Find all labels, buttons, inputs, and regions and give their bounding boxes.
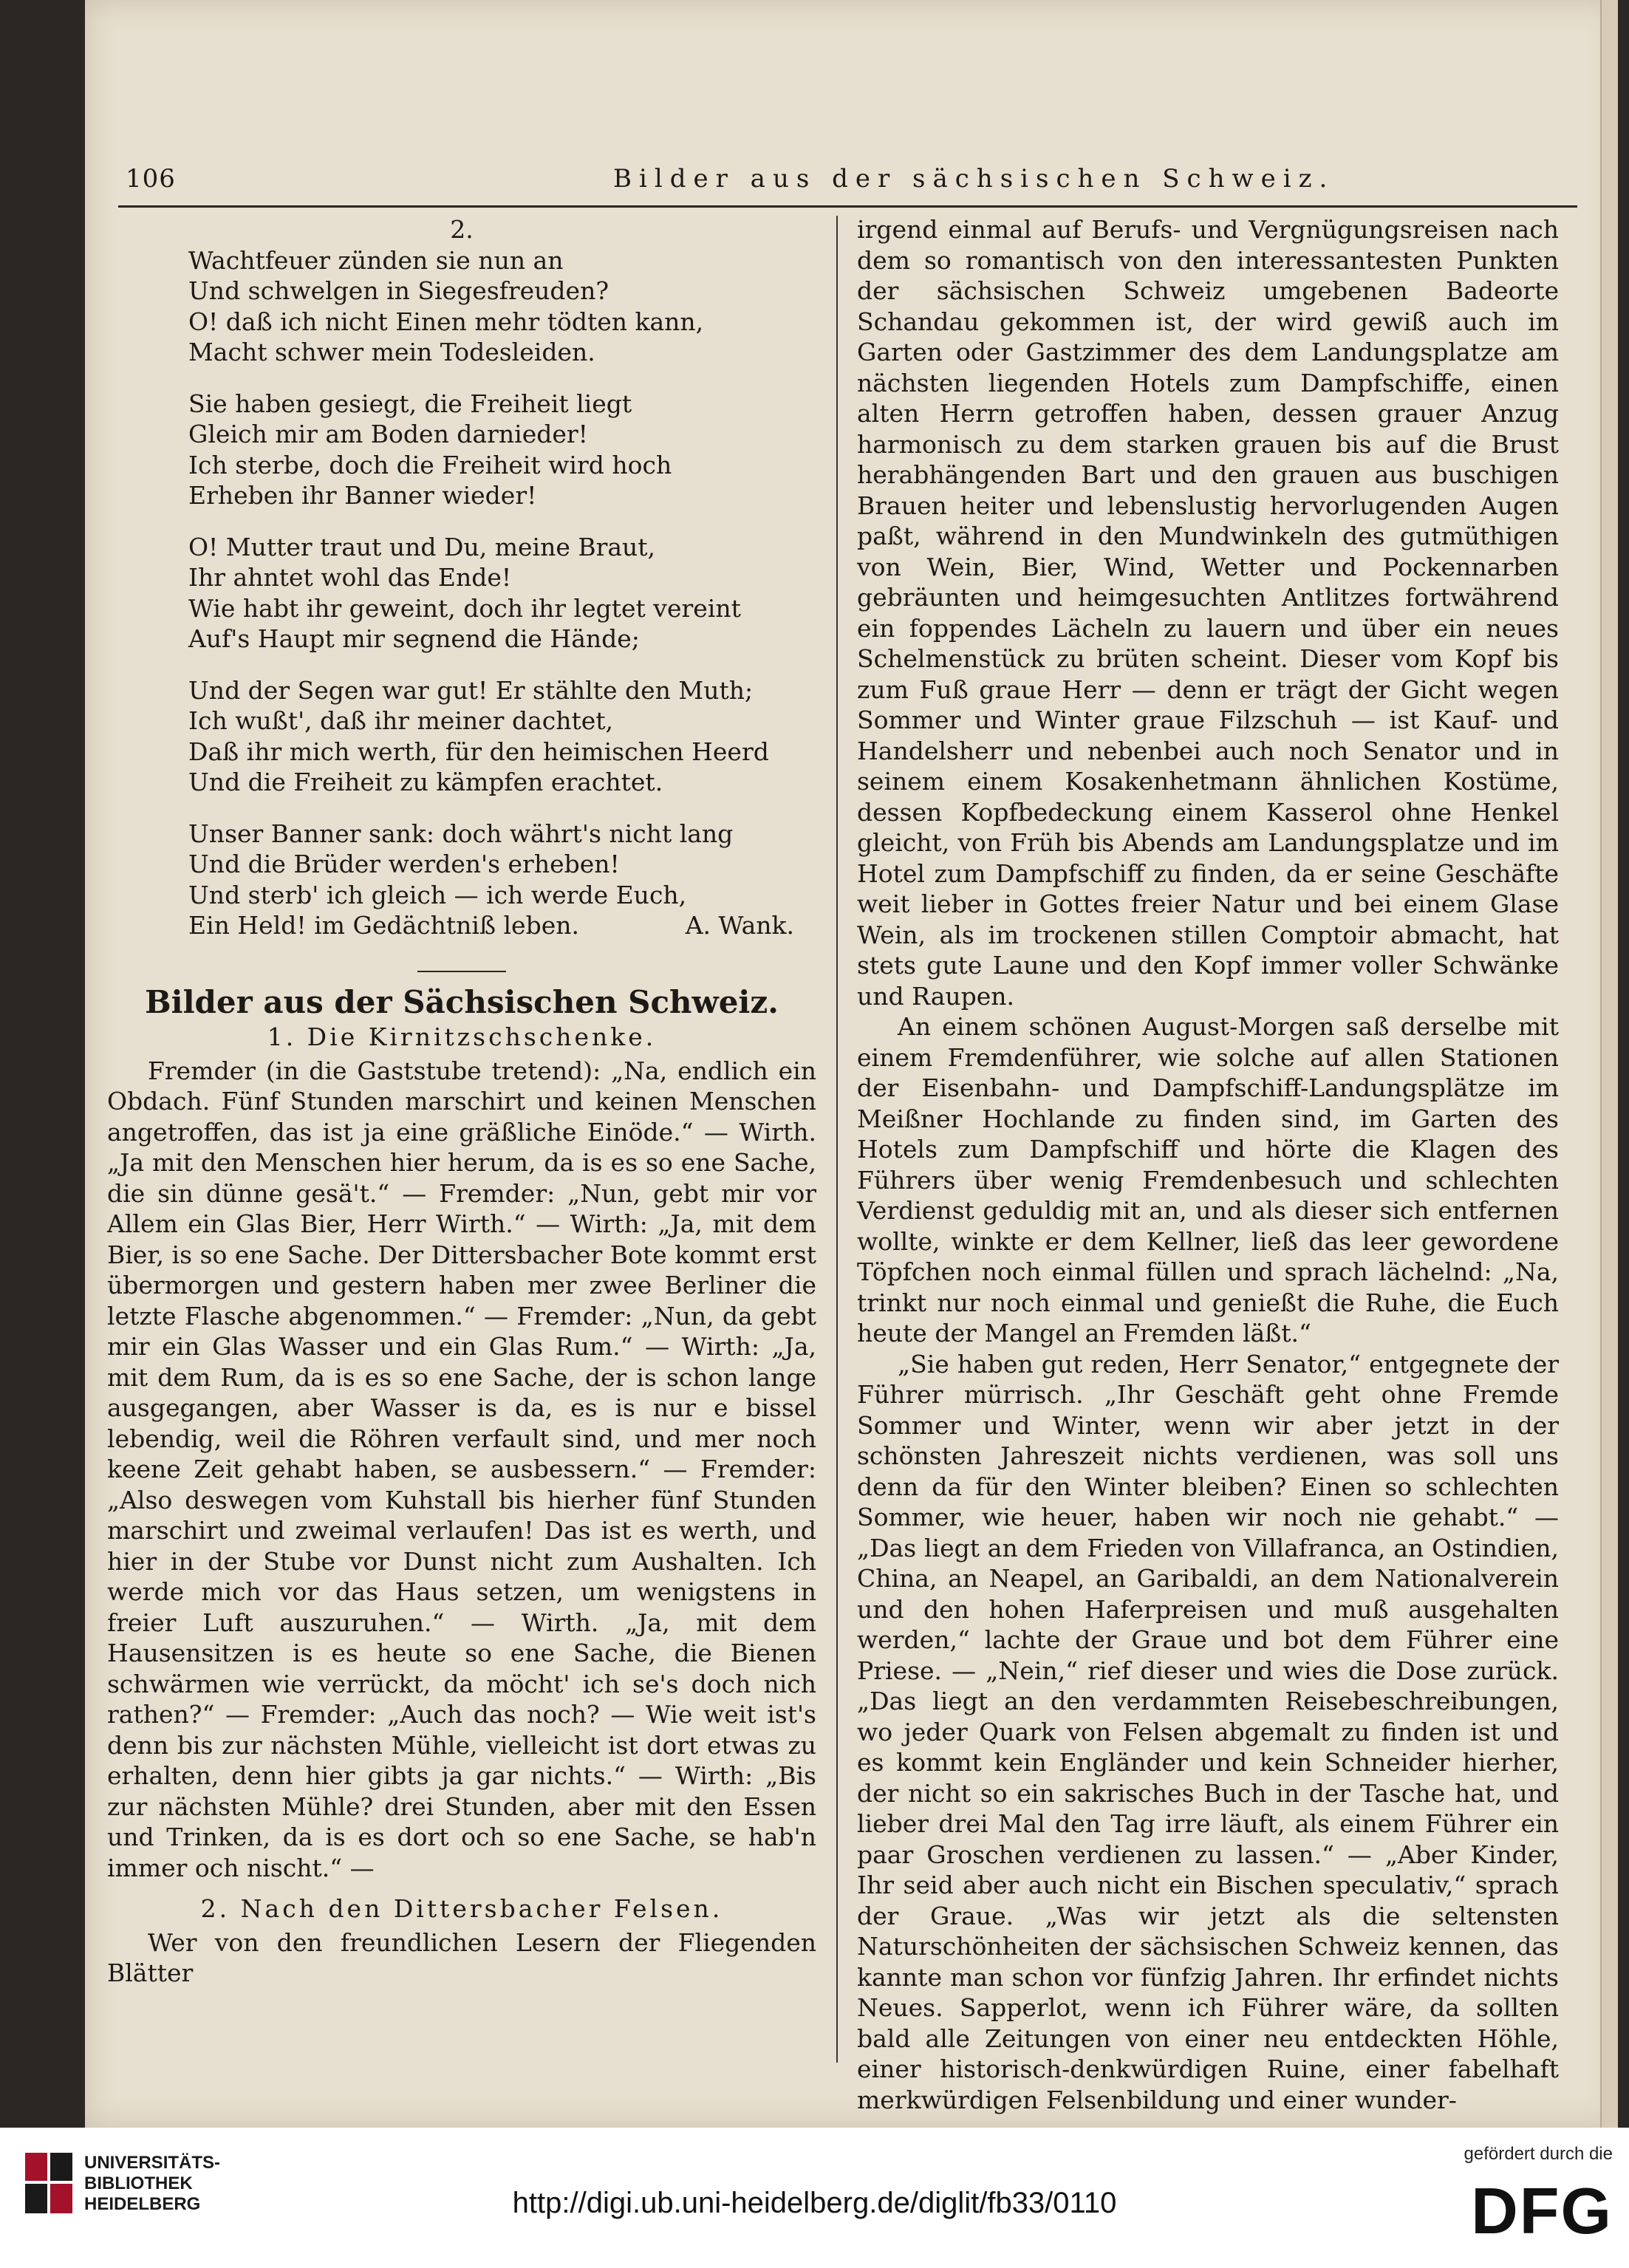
left-column <box>107 214 816 1989</box>
running-title: Bilder aus der sächsischen Schweiz. <box>613 164 1335 194</box>
poem-stanza <box>107 532 816 655</box>
poem-line: Und die Freiheit zu kämpfen erachtet. <box>188 768 663 796</box>
poem-line: Wie habt ihr geweint, doch ihr legtet vereint <box>188 593 741 623</box>
page-number: 106 <box>126 164 176 194</box>
dfg-logo[interactable] <box>1435 2144 1613 2255</box>
university-name-line: BIBLIOTHEK <box>84 2173 193 2193</box>
poem-line: Ich wußt', daß ihr meiner dachtet, <box>188 706 614 735</box>
section-title: 2. Nach den Dittersbacher Felsen. <box>200 1894 723 1923</box>
article-paragraph: Fremder (in die Gaststube tretend): „Na, endlich ein Obdach. Fünf Stunden marschirt und keinen Menschen angetroffen, das ist ja eine gräßliche Einöde.“ — Wirth. „Ja mit den Menschen hier herum, da is es so ene Sache, die sin dünne gesä't.“ — Fremder: „Nun, gebt mir vor Allem ein Glas Bier, Herr Wirth.“ — Wirth: „Ja, mit dem Bier, is so ene Sache. Der Dittersbacher Bote kommt erst übermorgen und gestern haben mer zwee Berliner die letzte Flasche abgenommen.“ — Fremder: „Nun, da gebt mir ein Glas Wasser und ein Glas Rum.“ — Wirth: „Ja, mit dem Rum, da is es so ene Sache, der is schon lange ausgegangen, aber Wasser is da, es is nur e bissel lebendig, weil die Röhren verfault sind, und mer noch keene Zeit gehabt haben, se ausbessern.“ — Fremder: „Also deswegen vom Kuhstall bis hierher fünf Stunden marschirt und zweimal verlaufen! Das ist es werth, und hier in der Stube vor Dunst nicht zum Aushalten. Ich werde mich vor das Haus setzen, um wenigstens in freier Luft auszuruhen.“ — Wirth. „Ja, mit dem Hausensitzen is es heute so ene Sache, die Bienen schwärmen wie verrückt, da möcht' ich se's doch nich rathen?“ — Fremder: „Auch das noch? — Wie weit ist's denn bis zur nächsten Mühle, vielleicht ist dort etwas zu erhalten, denn hier gibts ja gar nichts.“ — Wirth: „Bis zur nächsten Mühle? drei Stunden, aber mit den Essen und Trinken, da is es dort och so ene Sache, se hab'n immer och nischt.“ — <box>107 1056 816 1882</box>
university-name-line: UNIVERSITÄTS- <box>84 2153 221 2173</box>
section-rule <box>417 971 506 972</box>
poem-line: O! daß ich nicht Einen mehr tödten kann, <box>188 307 704 336</box>
poem-line <box>188 910 816 941</box>
page-header <box>126 164 1574 201</box>
poem-line: Ihr ahntet wohl das Ende! <box>188 563 512 592</box>
poem-section-number: 2. <box>450 215 474 244</box>
poem-line: Und sterb' ich gleich — ich werde Euch, <box>188 880 687 909</box>
poem-line-text: Ein Held! im Gedächtniß leben. <box>188 911 579 940</box>
article-paragraph: irgend einmal auf Berufs- und Vergnügungsreisen nach dem so romantisch von den interessantesten Punkten der sächsischen Schweiz umgebenen Badeorte Schandau gekommen ist, der wird gewiß auch im Garten oder Gastzimmer des dem Landungsplatze am nächsten liegenden Hotels zum Dampfschiffe, einen alten Herrn getroffen haben, dessen grauer Anzug harmonisch zu dem starken grauen bis auf die Brust herabhängenden Bart und den grauen aus buschigen Brauen heiter und lebenslustig hervorlugenden Augen paßt, während in den Mundwinkeln des gutmüthigen von Wein, Bier, Wind, Wetter und Pockennarben gebräunten und heimgesuchten Antlitzes fortwährend ein foppendes Lächeln zu lauern und über ein neues Schelmenstück zu brüten scheint. Dieser vom Kopf bis zum Fuß graue Herr — denn er trägt der Gicht wegen Sommer und Winter graue Filzschuh — ist Kauf- und Handelsherr und nebenbei auch noch Senator und in seinem einem Kosakenhetmann ähnlichen Kostüme, dessen Kopfbedeckung einem Kasserol ohne Henkel gleicht, von Früh bis Abends am Landungsplatze und im Hotel zum Dampfschiff zu finden, da er seine Geschäfte weit lieber in Gottes freier Natur und bei einem Glase Wein, als im trockenen stillen Comptoir abmacht, hat stets gute Laune und den Kopf immer voller Schwänke und Raupen. <box>857 215 1559 1011</box>
right-column <box>857 214 1559 2115</box>
poem-line: Sie haben gesiegt, die Freiheit liegt <box>188 389 632 418</box>
section-title: 1. Die Kirnitzschschenke. <box>267 1022 657 1051</box>
poem-line: O! Mutter traut und Du, meine Braut, <box>188 532 656 561</box>
poem-author: A. Wank. <box>685 911 794 940</box>
poem-line: Ich sterbe, doch die Freiheit wird hoch <box>188 450 672 479</box>
poem-stanza <box>107 389 816 511</box>
poem-line: Und die Brüder werden's erheben! <box>188 850 620 878</box>
article-paragraph: An einem schönen August-Morgen saß derselbe mit einem Fremdenführer, wie solche auf allen Stationen der Eisenbahn- und Dampfschiff-Landungsplätze im Meißner Hochlande zu finden sind, im Garten des Hotels zum Dampfschiff und hörte die Klagen des Führers über wenig Fremdenbesuch und schlechten Verdienst geduldig mit an, und als dieser sich entfernen wollte, winkte er dem Kellner, ließ das leer gewordene Töpfchen noch einmal füllen und sprach lächelnd: „Na, trinkt nur noch einmal und genießt die Ruhe, die Euch heute der Mangel an Fremden läßt.“ <box>857 1012 1559 1348</box>
poem-line: Wachtfeuer zünden sie nun an <box>188 245 564 275</box>
poem-line: Erheben ihr Banner wieder! <box>188 481 537 510</box>
poem-stanza <box>107 819 816 941</box>
page-edge <box>1600 0 1618 2128</box>
article-paragraph: Wer von den freundlichen Lesern der Fliegenden Blätter <box>107 1927 816 1987</box>
viewer-footer <box>0 2128 1629 2268</box>
permalink-url[interactable]: http://digi.ub.uni-heidelberg.de/diglit/fb33/0110 <box>512 2187 1117 2219</box>
article-title: Bilder aus der Sächsischen Schweiz. <box>145 983 779 1020</box>
poem-line: Unser Banner sank: doch währt's nicht lang <box>188 819 734 848</box>
poem-line: Macht schwer mein Todesleiden. <box>188 338 595 366</box>
poem-stanza <box>107 245 816 368</box>
poem-line: Und der Segen war gut! Er stählte den Muth; <box>188 675 754 705</box>
funding-label: gefördert durch die <box>1464 2144 1613 2164</box>
university-name-line: HEIDELBERG <box>84 2194 201 2214</box>
poem-line: Daß ihr mich werth, für den heimischen Heerd <box>188 737 769 766</box>
column-divider <box>836 216 838 2063</box>
poem-line: Gleich mir am Boden darnieder! <box>188 420 588 448</box>
poem-stanza <box>107 675 816 798</box>
dfg-wordmark: DFG <box>1471 2174 1613 2247</box>
article-paragraph: „Sie haben gut reden, Herr Senator,“ entgegnete der Führer mürrisch. „Ihr Geschäft geht ohne Fremde Sommer und Winter, wenn wir aber jetzt in der schönsten Jahreszeit nichts verdienen, was soll uns denn da für den Winter bleiben? Einen so schlechten Sommer, wie heuer, haben wir noch nie gehabt.“ — „Das liegt an dem Frieden von Villafranca, an Ostindien, China, an Neapel, an Garibaldi, an dem Nationalverein und den hohen Haferpreisen und muß ausgehalten werden,“ lachte der Graue und bot dem Führer eine Priese. — „Nein,“ rief dieser und wies die Dose zurück. „Das liegt an den verdammten Reisebeschreibungen, wo jeder Quark von Felsen abgemalt zu finden ist und es kommt kein Engländer und kein Schneider hierher, der nicht so ein sakrisches Buch in der Tasche hat, und lieber drei Mal den Tag irre läuft, als einem Führer ein paar Groschen verdienen zu lassen.“ — „Aber Kinder, Ihr seid aber auch nicht ein Bischen speculativ,“ sprach der Graue. „Was wir jetzt als die seltensten Naturschönheiten der sächsischen Schweiz kennen, das kannte man schon vor fünfzig Jahren. Ihr erfindet nichts Neues. Sapperlot, wenn ich Führer wäre, da sollten bald alle Zeitungen von einer neu entdeckten Höhle, einer historisch-denkwürdigen Ruine, einer fabelhaft merkwürdigen Felsenbildung und einer wunder- <box>857 1349 1559 2114</box>
poem-line: Und schwelgen in Siegesfreuden? <box>188 276 609 305</box>
header-rule <box>118 205 1577 208</box>
poem-line: Auf's Haupt mir segnend die Hände; <box>188 624 640 653</box>
